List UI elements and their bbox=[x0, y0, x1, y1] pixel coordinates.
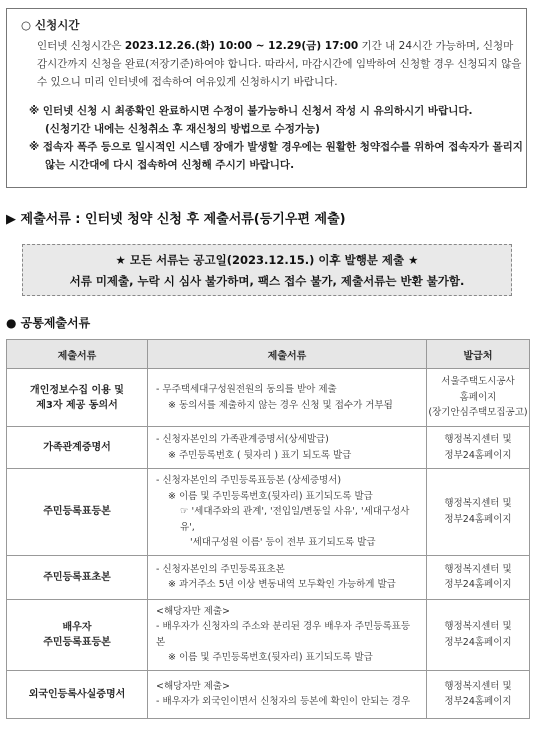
doc-description-line: - 무주택세대구성원전원의 동의를 받아 제출 bbox=[156, 384, 337, 395]
doc-description-line: <해당자만 제출> bbox=[156, 605, 231, 617]
doc-issuer bbox=[427, 599, 530, 670]
table-row bbox=[7, 555, 530, 599]
header-doc: 제출서류 bbox=[7, 340, 148, 369]
table-row bbox=[7, 599, 530, 670]
doc-description-line: - 배우자가 신청자의 주소와 분리된 경우 배우자 주민등록표등본 bbox=[156, 621, 410, 648]
section-title: ▶ 제출서류 : 인터넷 청약 신청 후 제출서류(등기우편 제출) bbox=[6, 212, 346, 227]
doc-description-line: '세대구성원 이름' 등이 전부 표기되도록 발급 bbox=[190, 537, 376, 548]
period-description bbox=[37, 37, 523, 91]
doc-name-line: 주민등록표등본 bbox=[43, 636, 111, 648]
doc-description-line: - 배우자가 외국인이면서 신청자의 등본에 확인이 안되는 경우 bbox=[156, 696, 410, 707]
period-text-pre: 인터넷 신청시간은 bbox=[37, 40, 125, 52]
header-desc: 제출서류 bbox=[148, 340, 427, 369]
doc-description-line: ※ 이름 및 주민등록번호(뒷자리) 표기되도록 발급 bbox=[168, 652, 373, 663]
doc-issuer bbox=[427, 427, 530, 469]
doc-name bbox=[7, 369, 148, 427]
doc-issuer-line: 정부24홈페이지 bbox=[444, 636, 512, 648]
documents-table bbox=[6, 339, 530, 719]
doc-issuer bbox=[427, 469, 530, 556]
doc-description bbox=[148, 369, 427, 427]
doc-name-line: 외국인등록사실증명서 bbox=[28, 688, 126, 700]
application-period-box bbox=[6, 8, 527, 188]
doc-description-line: - 신청자본인의 주민등록표초본 bbox=[156, 563, 285, 575]
table-header-row bbox=[7, 340, 530, 369]
doc-issuer-line: 행정복지센터 및 bbox=[444, 498, 512, 510]
doc-issuer-line: 행정복지센터 및 bbox=[444, 434, 512, 445]
notice-line-1: ★ 모든 서류는 공고일(2023.12.15.) 이후 발행분 제출 ★ bbox=[115, 253, 419, 267]
note-system-overload: ※ 접속자 폭주 등으로 일시적인 시스템 장애가 발생할 경우에는 원활한 청약접수를 위하여 접속자가 몰리지 않는 시간대에 다시 접속하여 신청해 주시기 바랍니다. bbox=[29, 141, 523, 171]
doc-description bbox=[148, 469, 427, 556]
doc-name-line: 배우자 bbox=[62, 621, 92, 633]
period-notes bbox=[29, 102, 523, 174]
doc-issuer bbox=[427, 369, 530, 427]
notice-line-2: 서류 미제출, 누락 시 심사 불가하며, 팩스 접수 불가, 제출서류는 반환 불가함. bbox=[69, 274, 465, 288]
doc-description-line: ※ 주민등록번호 ( 뒷자리 ) 표기 되도록 발급 bbox=[168, 449, 352, 461]
doc-issuer-line: (장기안심주택모집공고) bbox=[428, 407, 528, 419]
period-title: ○ 신청시간 bbox=[21, 18, 80, 32]
doc-issuer-line: 정부24홈페이지 bbox=[444, 579, 512, 590]
doc-name-line: 주민등록표등본 bbox=[43, 506, 111, 518]
doc-issuer-line: 행정복지센터 및 bbox=[444, 680, 512, 692]
doc-description bbox=[148, 427, 427, 469]
notice-box bbox=[22, 244, 512, 296]
doc-description-line: <해당자만 제출> bbox=[156, 680, 231, 692]
doc-name-line: 가족관계증명서 bbox=[43, 442, 111, 453]
doc-name bbox=[7, 555, 148, 599]
doc-name bbox=[7, 427, 148, 469]
doc-description-line: - 신청자본인의 가족관계증명서(상세발급) bbox=[156, 434, 329, 445]
note-final-confirm: ※ 인터넷 신청 시 최종확인 완료하시면 수정이 불가능하니 신청서 작성 시 유의하시기 바랍니다. bbox=[29, 105, 473, 117]
period-text-post: 기간 내 24시간 가능하며, 신청마감시간까지 신청을 완료(저장기준)하여야 합니다. 따라서, 마감시간에 임박하여 신청할 경우 신청되지 않을 수 있으니 미리 인터넷에 접속하여 여유있게 신청하시기 바랍니다. bbox=[37, 40, 522, 88]
table-row bbox=[7, 670, 530, 718]
doc-name bbox=[7, 670, 148, 718]
doc-issuer bbox=[427, 670, 530, 718]
doc-issuer-line: 정부24홈페이지 bbox=[444, 513, 512, 525]
doc-description-line: ※ 이름 및 주민등록번호(뒷자리) 표기되도록 발급 bbox=[168, 490, 373, 502]
doc-description bbox=[148, 555, 427, 599]
header-issuer: 발급처 bbox=[427, 340, 530, 369]
doc-description-line: - 신청자본인의 주민등록표등본 (상세증명서) bbox=[156, 475, 342, 486]
table-row bbox=[7, 369, 530, 427]
doc-name bbox=[7, 599, 148, 670]
doc-issuer-line: 행정복지센터 및 bbox=[444, 621, 512, 632]
note-modify: (신청기간 내에는 신청취소 후 재신청의 방법으로 수정가능) bbox=[45, 123, 320, 135]
doc-description-line: ※ 동의서를 제출하지 않는 경우 신청 및 접수가 거부됨 bbox=[168, 399, 393, 411]
doc-issuer-line: 행정복지센터 및 bbox=[444, 563, 512, 575]
doc-description-line: ※ 과거주소 5년 이상 변동내역 모두확인 가능하게 발급 bbox=[168, 579, 396, 590]
doc-issuer bbox=[427, 555, 530, 599]
doc-name bbox=[7, 469, 148, 556]
table-row bbox=[7, 469, 530, 556]
doc-description bbox=[148, 670, 427, 718]
doc-issuer-line: 홈페이지 bbox=[459, 391, 497, 403]
doc-issuer-line: 서울주택도시공사 bbox=[441, 376, 515, 388]
period-dates: 2023.12.26.(화) 10:00 ~ 12.29(금) 17:00 bbox=[124, 40, 359, 52]
common-docs-title: ● 공통제출서류 bbox=[6, 316, 91, 330]
doc-description-line: ☞ '세대주와의 관계', '전입일/변동일 사유', '세대구성사유', bbox=[180, 506, 410, 533]
doc-issuer-line: 정부24홈페이지 bbox=[444, 696, 512, 707]
doc-name-line: 제3자 제공 동의서 bbox=[36, 399, 118, 411]
doc-name-line: 주민등록표초본 bbox=[43, 571, 111, 583]
table-row bbox=[7, 427, 530, 469]
doc-issuer-line: 정부24홈페이지 bbox=[444, 449, 512, 461]
doc-name-line: 개인정보수집 이용 및 bbox=[30, 384, 124, 396]
doc-description bbox=[148, 599, 427, 670]
